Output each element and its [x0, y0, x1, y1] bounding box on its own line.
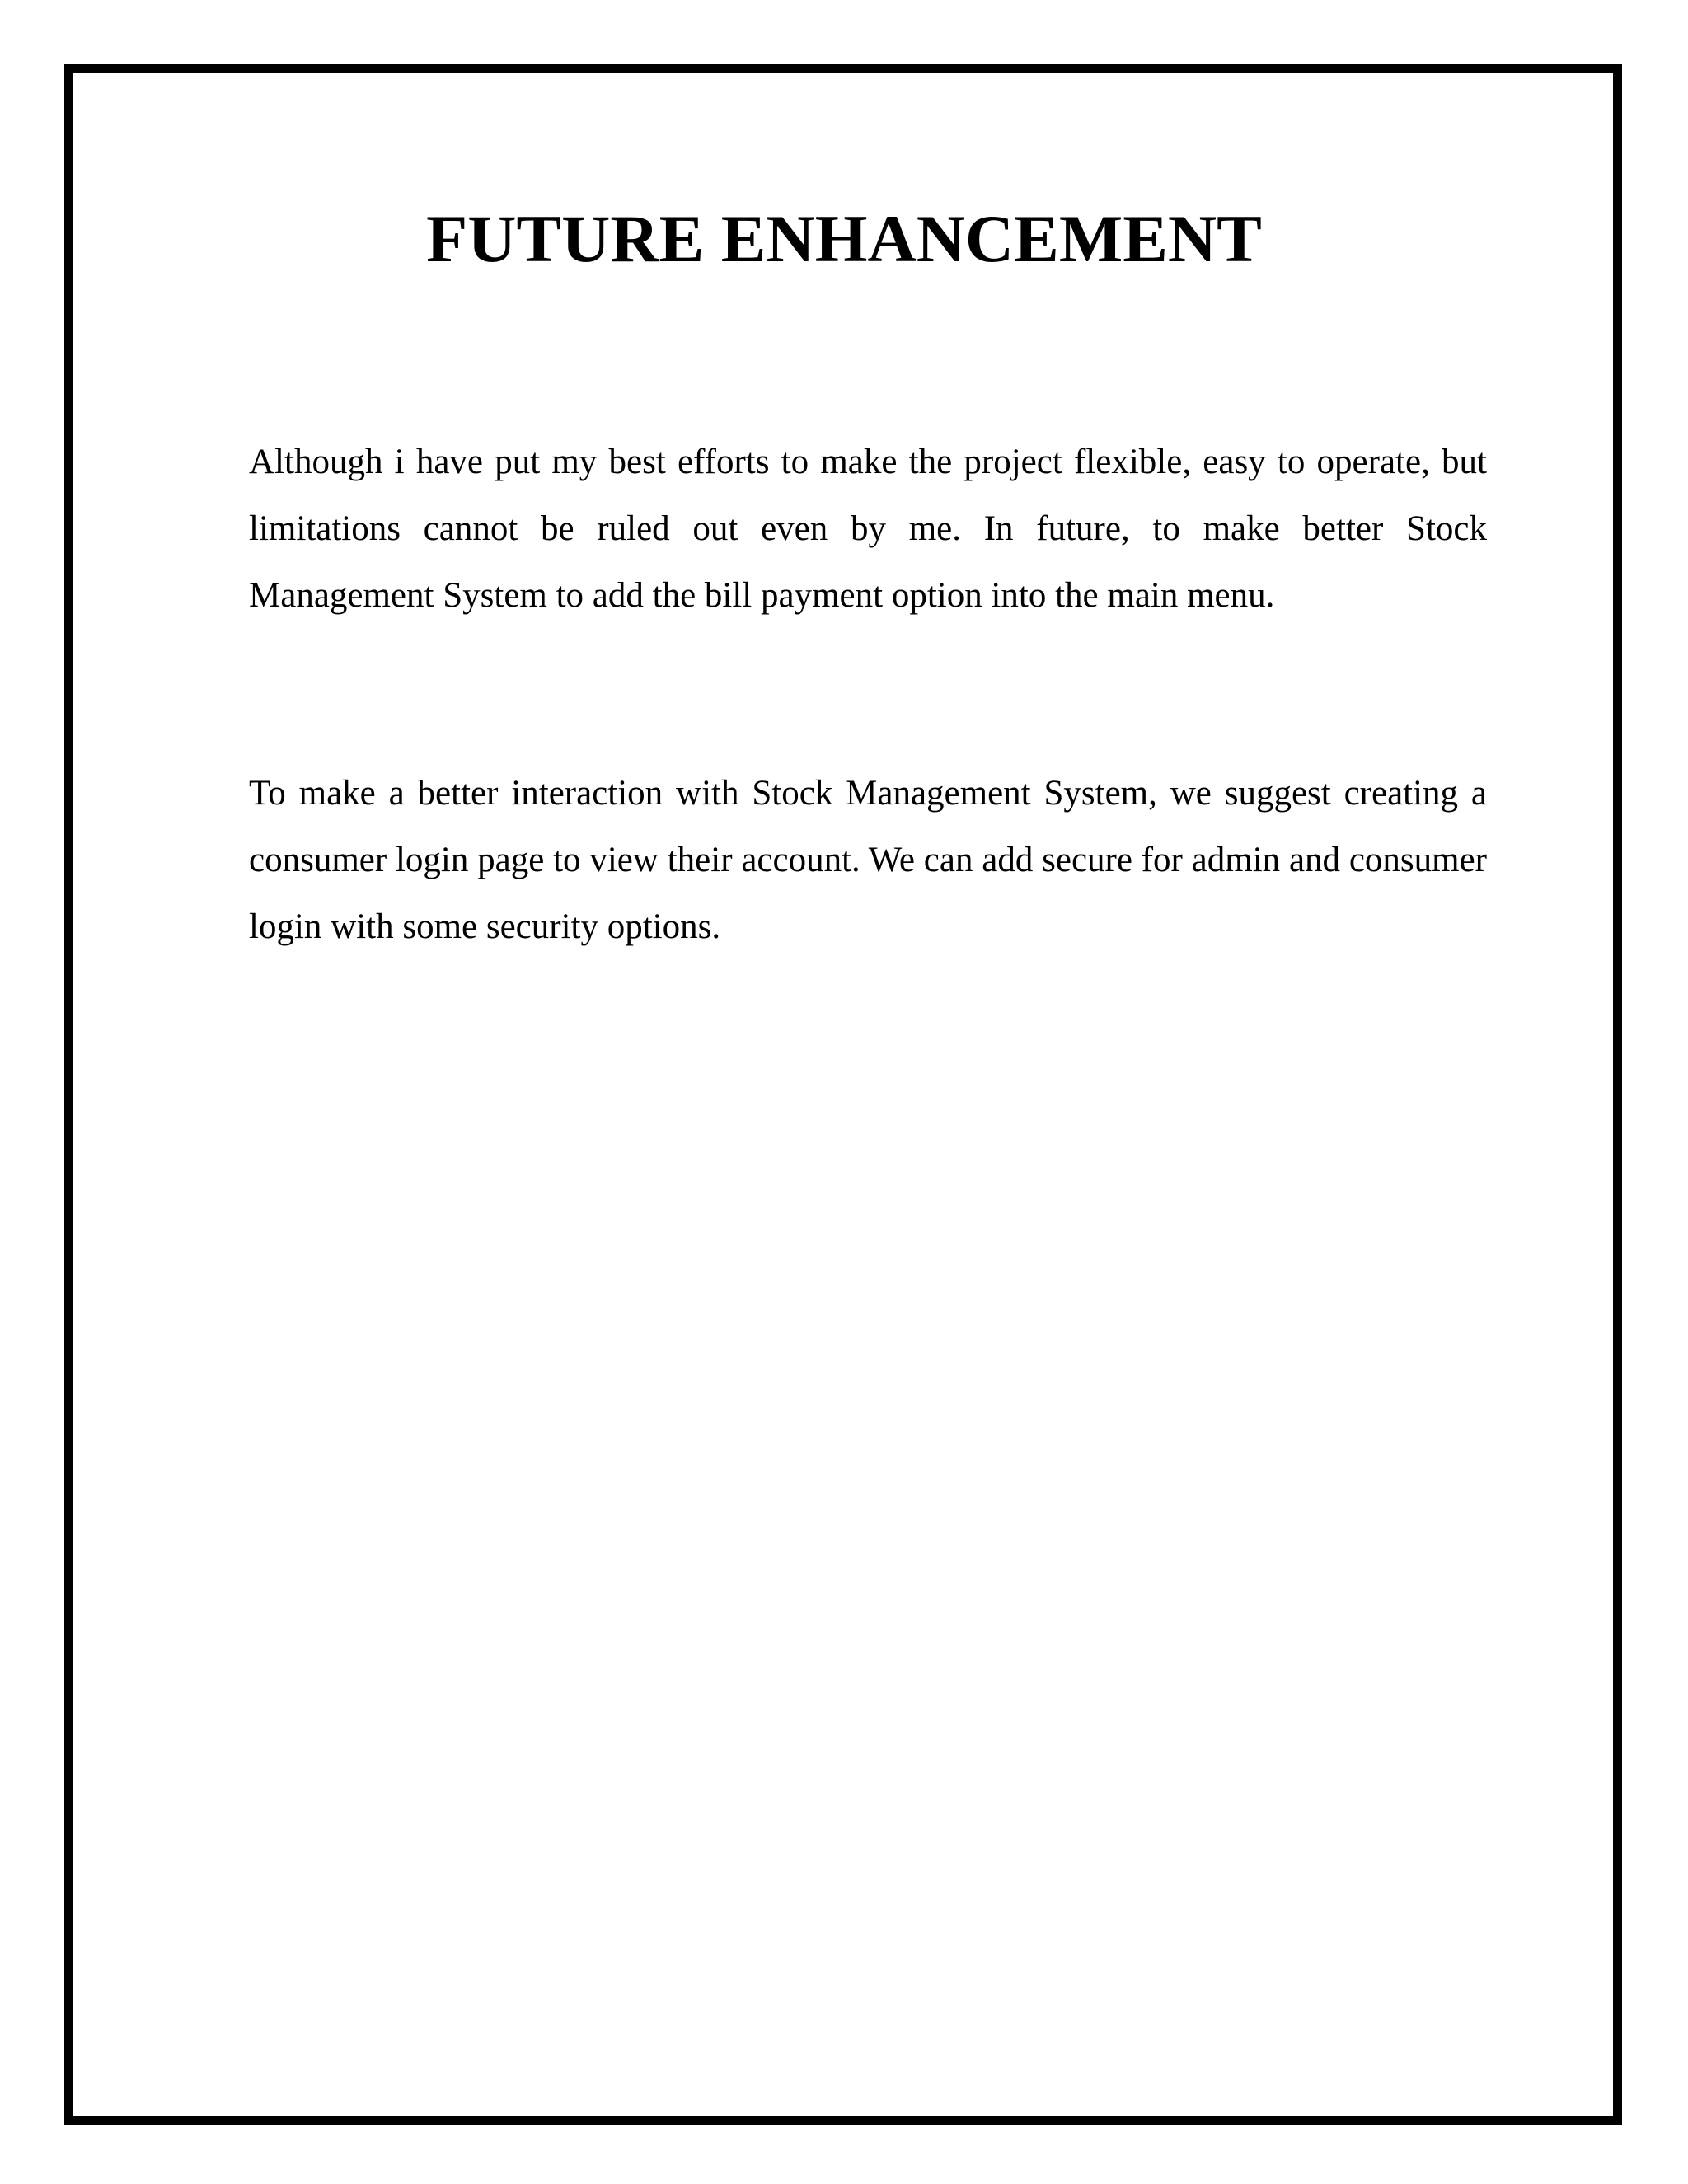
paragraph-block-2: [249, 760, 1487, 960]
page-border-inner: [71, 71, 1615, 2118]
paragraph-limitations: Although i have put my best efforts to make the project flexible, easy to operate, but limitations cannot be ruled out even by me. In future, to make better Stock Management System to add the bill payment option into the main menu.: [249, 443, 1487, 615]
paragraph-block-1: [249, 429, 1487, 629]
page-title: FUTURE ENHANCEMENT: [426, 201, 1262, 276]
paragraph-consumer-login: To make a better interaction with Stock Management System, we suggest creating a consumer login page to view their account. We can add secure for admin and consumer login with some security options.: [249, 774, 1487, 946]
